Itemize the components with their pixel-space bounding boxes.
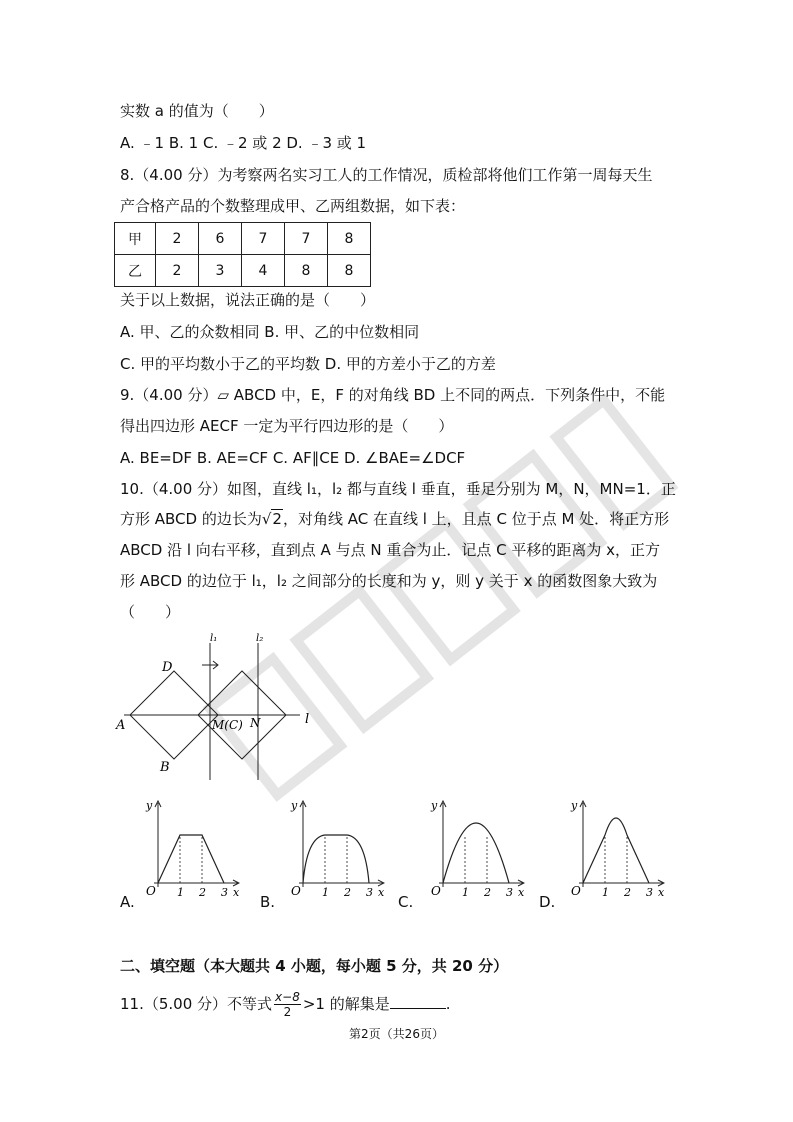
table-cell: 甲	[115, 223, 156, 255]
table-cell: 6	[199, 223, 242, 255]
function-curve	[158, 835, 224, 883]
label-origin: O	[146, 884, 156, 898]
label-origin: O	[431, 884, 441, 898]
q8-stem-line2: 产合格产品的个数整理成甲、乙两组数据，如下表：	[120, 197, 466, 215]
label-d: D	[162, 660, 173, 675]
label-a: A	[116, 718, 126, 733]
q10-line2-post: ，对角线 AC 在直线 l 上，且点 C 位于点 M 处．将正方形	[282, 510, 670, 528]
graph-c	[425, 795, 525, 905]
label-x: x	[658, 886, 665, 899]
q8-stem-line1: 8.（4.00 分）为考察两名实习工人的工作情况，质检部将他们工作第一周每天生	[120, 166, 653, 184]
table-row	[115, 255, 371, 287]
q8-data-table	[114, 222, 371, 287]
function-curve	[443, 823, 509, 883]
tick-2: 2	[344, 886, 351, 899]
q11-pre: 11.（5.00 分）不等式	[120, 995, 273, 1013]
option-a-label: A.	[120, 893, 135, 911]
label-mc: M(C)	[212, 718, 243, 732]
answer-blank	[390, 994, 446, 1009]
graph-a	[140, 795, 240, 905]
sqrt-expression: √2	[261, 510, 282, 528]
table-cell: 乙	[115, 255, 156, 287]
q7-options: A. ﹣1 B. 1 C. ﹣2 或 2 D. ﹣3 或 1	[120, 134, 367, 152]
table-cell: 7	[285, 223, 328, 255]
q10-line2-pre: 方形 ABCD 的边长为	[120, 510, 262, 528]
q8-options-ab: A. 甲、乙的众数相同 B. 甲、乙的中位数相同	[120, 323, 420, 341]
section-heading: 二、填空题（本大题共 4 小题，每小题 5 分，共 20 分）	[120, 957, 509, 975]
q10-stem-line5: （ ）	[120, 603, 181, 621]
label-origin: O	[291, 884, 301, 898]
q11-post: >1 的解集是	[302, 995, 390, 1013]
label-b: B	[160, 760, 170, 775]
q8-question: 关于以上数据，说法正确的是（ ）	[120, 291, 376, 309]
table-row	[115, 223, 371, 255]
q9-stem-line2: 得出四边形 AECF 一定为平行四边形的是（ ）	[120, 417, 454, 435]
q9-options: A. BE=DF B. AE=CF C. AF∥CE D. ∠BAE=∠DCF	[120, 449, 466, 467]
graph-b	[285, 795, 385, 905]
label-l: l	[305, 712, 310, 727]
table-cell: 3	[199, 255, 242, 287]
table-cell: 2	[156, 255, 199, 287]
label-origin: O	[571, 884, 581, 898]
label-y: y	[571, 799, 578, 812]
page-footer: 第2页（共26页）	[349, 1027, 444, 1041]
label-x: x	[518, 886, 525, 899]
tick-3: 3	[646, 886, 653, 899]
fraction	[274, 990, 301, 1019]
label-l1: l₁	[210, 633, 218, 644]
graph-d	[565, 795, 665, 905]
tick-1: 1	[322, 886, 329, 899]
q7-stem-tail: 实数 a 的值为（ ）	[120, 102, 274, 120]
tick-1: 1	[602, 886, 609, 899]
tick-2: 2	[624, 886, 631, 899]
q10-stem-line4: 形 ABCD 的边位于 l₁，l₂ 之间部分的长度和为 y，则 y 关于 x 的函数图象大致为	[120, 572, 658, 590]
q10-stem-line3: ABCD 沿 l 向右平移，直到点 A 与点 N 重合为止．记点 C 平移的距离为 x，正方	[120, 541, 660, 559]
table-cell: 2	[156, 223, 199, 255]
q11-stem	[120, 990, 451, 1019]
label-y: y	[146, 799, 153, 812]
label-l2: l₂	[256, 633, 264, 644]
tick-1: 1	[462, 886, 469, 899]
fraction-numerator: x−8	[275, 990, 300, 1004]
table-cell: 8	[285, 255, 328, 287]
q10-stem-line2	[120, 509, 669, 529]
tick-3: 3	[366, 886, 373, 899]
table-cell: 8	[328, 255, 371, 287]
tick-1: 1	[177, 886, 184, 899]
tick-2: 2	[484, 886, 491, 899]
table-cell: 7	[242, 223, 285, 255]
q8-options-cd: C. 甲的平均数小于乙的平均数 D. 甲的方差小于乙的方差	[120, 355, 496, 373]
label-x: x	[233, 886, 240, 899]
sqrt-radicand: 2	[272, 510, 282, 528]
fraction-denominator: 2	[283, 1005, 292, 1019]
label-y: y	[291, 799, 298, 812]
q9-stem-line1: 9.（4.00 分）▱ ABCD 中，E，F 的对角线 BD 上不同的两点．下列条件中，不能	[120, 386, 666, 404]
label-n: N	[250, 716, 261, 730]
option-d-label: D.	[539, 893, 556, 911]
tick-3: 3	[221, 886, 228, 899]
q10-stem-line1: 10.（4.00 分）如图，直线 l₁，l₂ 都与直线 l 垂直，垂足分别为 M，N，MN=1．正	[120, 480, 676, 498]
option-c-label: C.	[398, 893, 414, 911]
function-curve	[303, 835, 369, 883]
q10-geometry-figure	[110, 625, 330, 790]
table-cell: 8	[328, 223, 371, 255]
function-curve	[583, 818, 649, 883]
tick-2: 2	[199, 886, 206, 899]
q11-end: .	[445, 995, 451, 1013]
tick-3: 3	[506, 886, 513, 899]
label-y: y	[431, 799, 438, 812]
table-cell: 4	[242, 255, 285, 287]
option-b-label: B.	[260, 893, 276, 911]
label-x: x	[378, 886, 385, 899]
